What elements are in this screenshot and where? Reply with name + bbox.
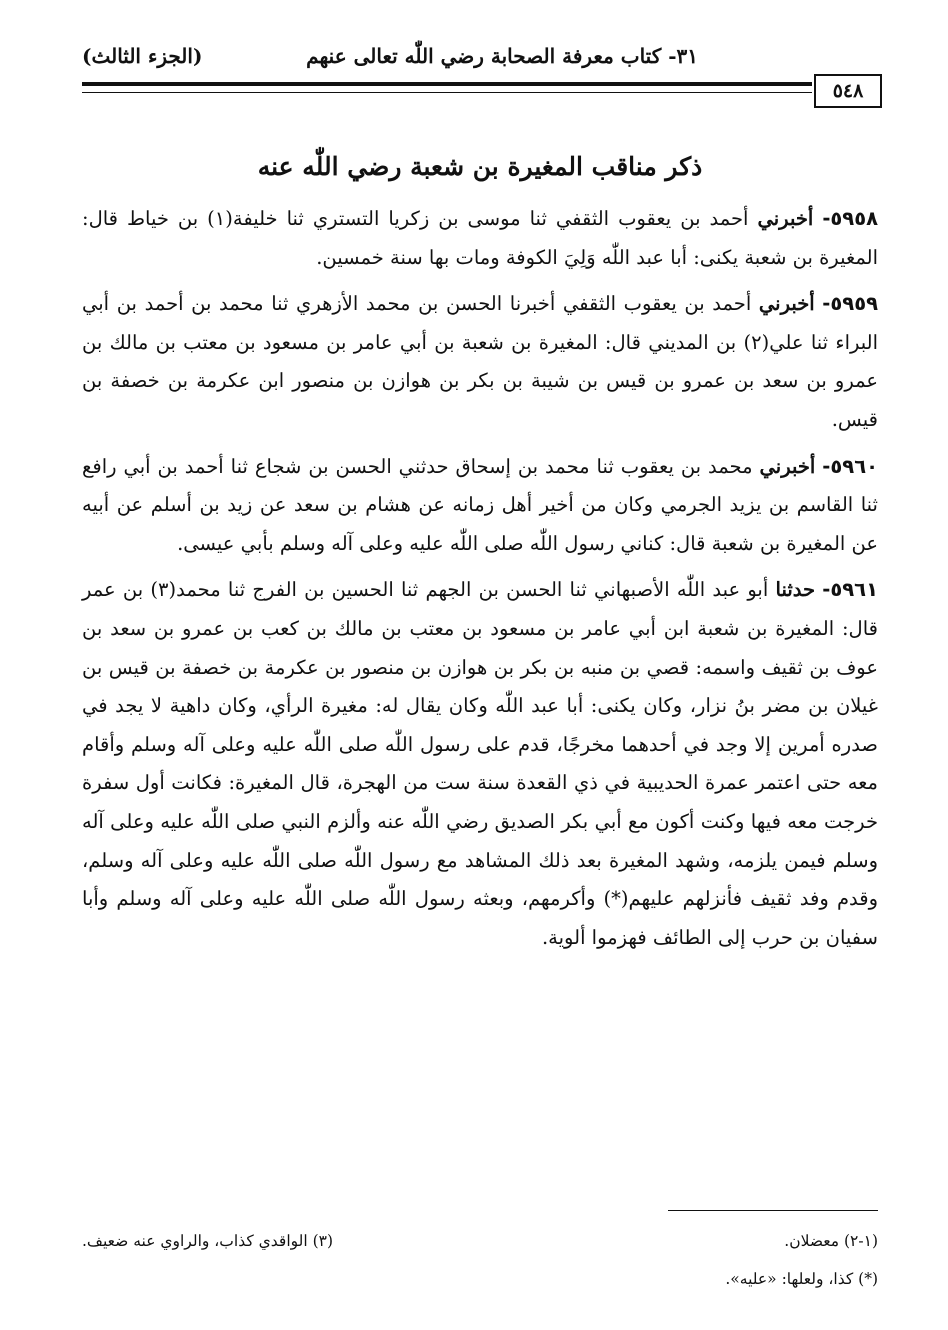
hadith-lead-word: أخبرني bbox=[759, 454, 816, 478]
footnote-star: (*) كذا، ولعلها: «عليه». bbox=[725, 1270, 878, 1288]
hadith-number: ٥٩٥٨- bbox=[822, 207, 879, 230]
hadith-number: ٥٩٦٠- bbox=[822, 454, 878, 478]
footnote-3: (٣) الواقدي كذاب، والراوي عنه ضعيف. bbox=[82, 1232, 334, 1250]
running-header bbox=[82, 38, 878, 80]
footnote-row bbox=[82, 1222, 878, 1260]
main-text bbox=[82, 200, 878, 965]
hadith-paragraph bbox=[82, 285, 878, 439]
hadith-lead-word: حدثنا bbox=[775, 578, 816, 602]
hadith-paragraph bbox=[82, 571, 878, 957]
footnote-separator bbox=[668, 1210, 878, 1211]
hadith-number: ٥٩٥٩- bbox=[822, 292, 878, 316]
footnotes bbox=[82, 1222, 878, 1298]
footnote-row bbox=[82, 1260, 878, 1298]
header-rule-thick bbox=[82, 82, 812, 86]
hadith-paragraph bbox=[82, 200, 878, 277]
page-number: ٥٤٨ bbox=[814, 74, 882, 108]
chapter-title: ٣١- كتاب معرفة الصحابة رضي اللّٰه تعالى عنهم bbox=[306, 44, 698, 68]
footnote-1-2: (١-٢) معضلان. bbox=[784, 1232, 878, 1250]
hadith-text: أحمد بن يعقوب الثقفي ثنا موسى بن زكريا التستري ثنا خليفة(١) بن خياط قال: المغيرة بن شعبة يكنى: أبا عبد اللّٰه وَلِيَ الكوفة ومات بها سنة خمسين. bbox=[82, 207, 878, 269]
section-title: ذكر مناقب المغيرة بن شعبة رضي اللّٰه عنه bbox=[257, 152, 703, 181]
hadith-text: أحمد بن يعقوب الثقفي أخبرنا الحسن بن محمد الأزهري ثنا محمد بن أحمد بن أبي البراء ثنا علي(٢) بن المديني قال: المغيرة بن شعبة بن أبي عامر بن مسعود بن معتب بن مالك بن عمرو بن سعد بن عمرو بن قيس بن شيبة بن بكر بن هوازن بن منصور ابن عكرمة بن خصفة بن قيس. bbox=[82, 292, 878, 431]
hadith-lead-word: أخبرني bbox=[758, 292, 815, 316]
hadith-number: ٥٩٦١- bbox=[822, 578, 878, 602]
hadith-text: أبو عبد اللّٰه الأصبهاني ثنا الحسن بن الجهم ثنا الحسين بن الفرج ثنا محمد(٣) بن عمر قال: المغيرة بن شعبة ابن أبي عامر بن مسعود بن معتب بن مالك بن كعب بن عمرو بن سعد بن عوف بن ثقيف واسمه: قصي بن منبه بن بكر بن هوازن بن منصور بن عكرمة بن خصفة بن قيس بن غيلان بن مضر بنُ نزار، وكان يكنى: أبا عبد اللّٰه وكان يقال له: مغيرة الرأي، وكان داهية لا يجد في صدره أمرين إلا وجد في أحدهما مخرجًا، قدم على رسول اللّٰه صلى اللّٰه عليه وعلى آله وسلم وأقام معه حتى اعتمر عمرة الحديبية في ذي القعدة سنة ست من الهجرة، قال المغيرة: فكانت أول سفرة خرجت معه فيها وكنت أكون مع أبي بكر الصديق رضي اللّٰه عنه وألزم النبي صلى اللّٰه عليه وعلى آله وسلم فيمن يلزمه، وشهد المغيرة بعد ذلك المشاهد مع رسول اللّٰه صلى اللّٰه عليه وعلى آله وسلم، وقدم وفد ثقيف فأنزلهم عليهم(*) وأكرمهم، وبعثه رسول اللّٰه صلى اللّٰه عليه وعلى آله وسلم وأبا سفيان بن حرب إلى الطائف فهزموا ألوية. bbox=[82, 578, 878, 949]
volume-part: (الجزء الثالث) bbox=[82, 44, 203, 68]
hadith-text: محمد بن يعقوب ثنا محمد بن إسحاق حدثني الحسن بن شجاع ثنا أحمد بن أبي رافع ثنا القاسم بن يزيد الجرمي وكان من أخير أهل زمانه عن هشام بن سعد عن زيد بن أسلم عن أبيه عن المغيرة بن شعبة قال: كناني رسول اللّٰه صلى اللّٰه عليه وعلى آله وسلم بأبي عيسى. bbox=[82, 454, 878, 555]
header-rule-thin bbox=[82, 92, 812, 93]
hadith-lead-word: أخبرني bbox=[757, 207, 814, 230]
hadith-paragraph bbox=[82, 448, 878, 564]
